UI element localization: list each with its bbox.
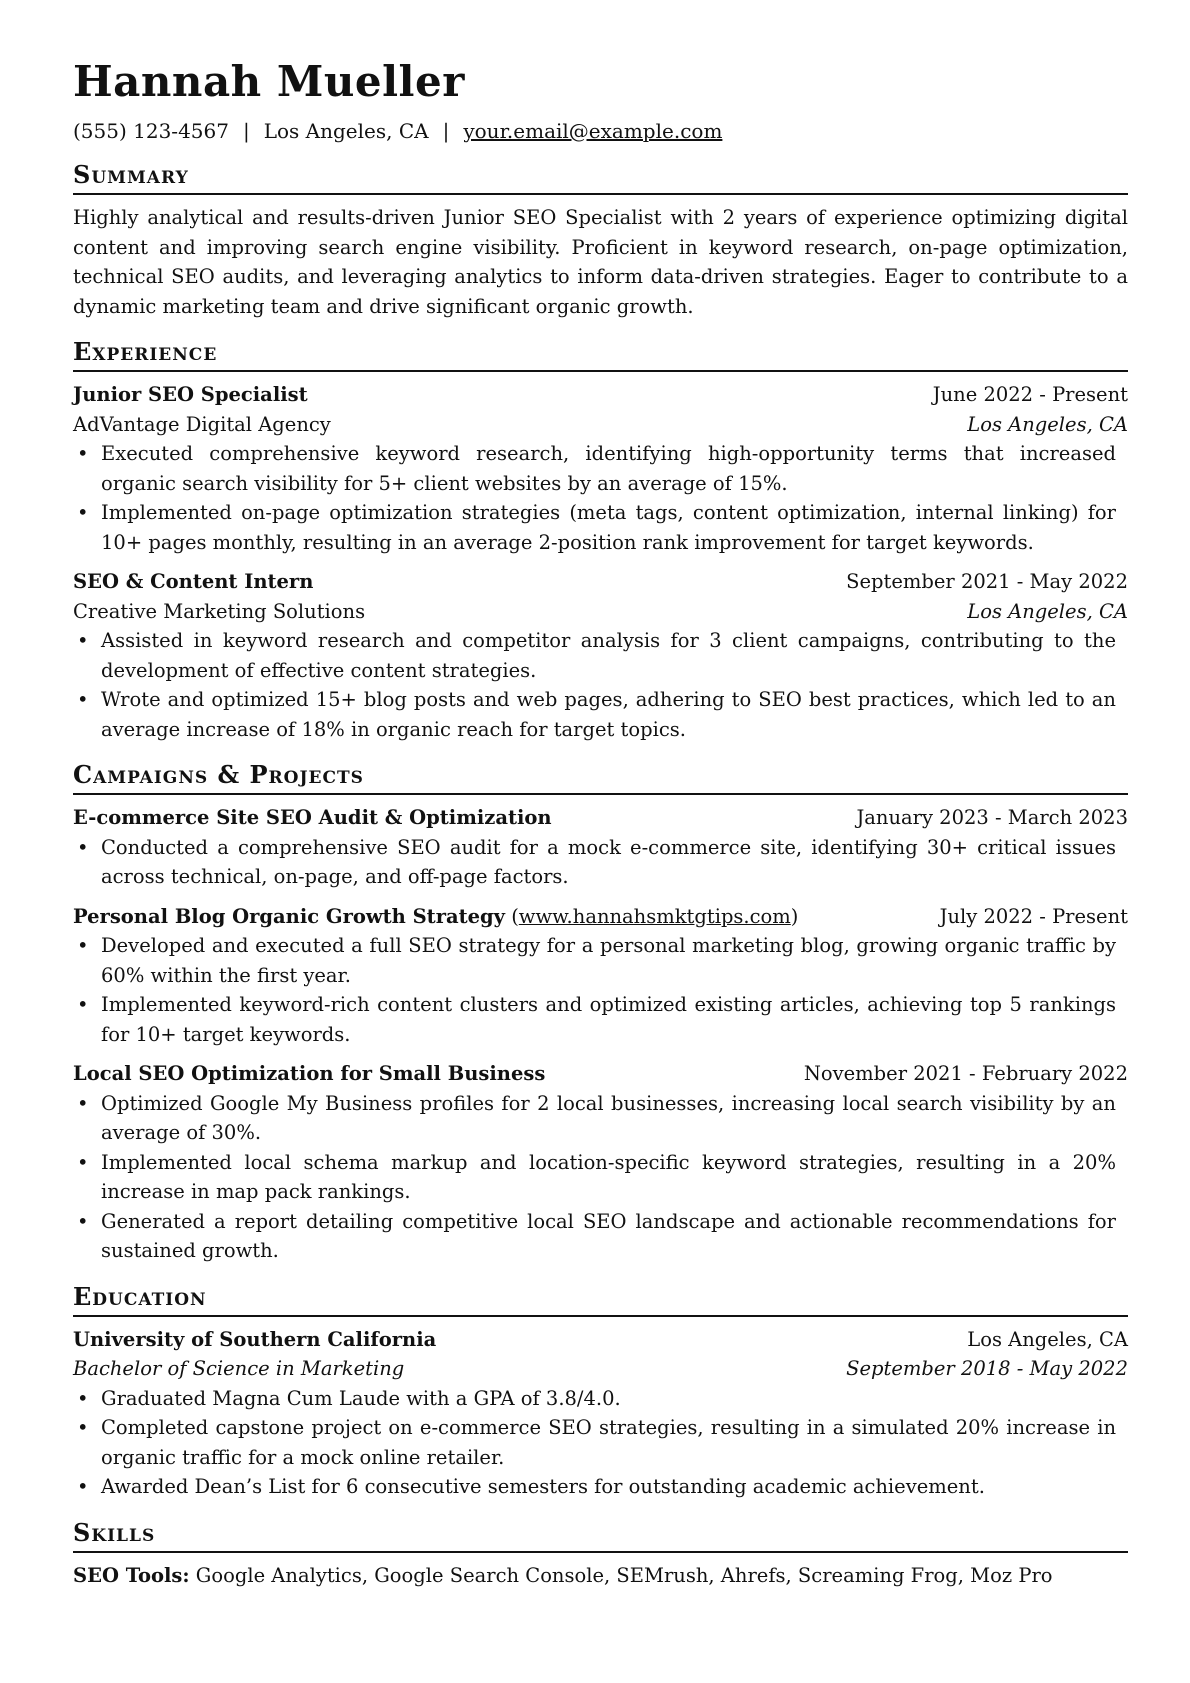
job-dates: September 2021 - May 2022 xyxy=(846,570,1128,593)
bullet-item: • Developed and executed a full SEO strategy for a personal marketing blog, growing organic traffic by 60% within the first year. xyxy=(101,931,1128,990)
location: Los Angeles, CA xyxy=(263,119,429,143)
skill-value: Google Analytics, Google Search Console, SEMrush, Ahrefs, Screaming Frog, Moz Pro xyxy=(195,1563,1053,1587)
education-header xyxy=(73,1325,1128,1355)
project-bullets xyxy=(73,931,1128,1049)
contact-separator: | xyxy=(242,119,250,143)
degree: Bachelor of Science in Marketing xyxy=(73,1357,405,1380)
phone-number: (555) 123-4567 xyxy=(73,119,229,143)
project-header xyxy=(73,1059,1128,1089)
education-dates: September 2018 - May 2022 xyxy=(846,1357,1128,1380)
section-title-summary: Summary xyxy=(73,160,1128,195)
job-company: AdVantage Digital Agency xyxy=(73,412,331,436)
education-section xyxy=(73,1282,1128,1502)
section-title-projects: Campaigns & Projects xyxy=(73,760,1128,795)
project-dates: January 2023 - March 2023 xyxy=(856,806,1128,829)
project-name: Local SEO Optimization for Small Business xyxy=(73,1062,546,1085)
project-link[interactable]: www.hannahsmktgtips.com xyxy=(518,904,791,928)
bullet-item: • Implemented on-page optimization strategies (meta tags, content optimization, internal linking) for 10+ pages monthly, resulting in an average 2-position rank improvement for target keywords. xyxy=(101,498,1128,557)
job-location: Los Angeles, CA xyxy=(967,412,1128,436)
job-header xyxy=(73,380,1128,410)
job-subheader xyxy=(73,597,1128,627)
bullet-item: • Completed capstone project on e-commerce SEO strategies, resulting in a simulated 20% increase in organic traffic for a mock online retailer. xyxy=(101,1413,1128,1472)
bullet-item: • Implemented keyword-rich content clusters and optimized existing articles, achieving top 5 rankings for 10+ target keywords. xyxy=(101,990,1128,1049)
summary-section xyxy=(73,160,1128,321)
job-entry xyxy=(73,567,1128,744)
resume-page xyxy=(73,58,1128,1590)
job-company: Creative Marketing Solutions xyxy=(73,599,366,623)
section-title-education: Education xyxy=(73,1282,1128,1317)
education-bullets xyxy=(73,1384,1128,1502)
project-bullets xyxy=(73,1089,1128,1266)
contact-separator: | xyxy=(442,119,450,143)
summary-text: Highly analytical and results-driven Junior SEO Specialist with 2 years of experience optimizing digital content and improving search engine visibility. Proficient in keyword research, on-page optimization, technical SEO audits, and leveraging analytics to inform data-driven strategies. Eager to contribute to a dynamic marketing team and drive significant organic growth. xyxy=(73,206,1128,318)
school-location: Los Angeles, CA xyxy=(967,1327,1128,1351)
project-bullets xyxy=(73,833,1128,892)
project-dates: November 2021 - February 2022 xyxy=(803,1062,1128,1085)
skill-line xyxy=(73,1561,1128,1591)
bullet-item: • Assisted in keyword research and competitor analysis for 3 client campaigns, contributing to the development of effective content strategies. xyxy=(101,626,1128,685)
project-title-group xyxy=(73,902,798,932)
project-entry xyxy=(73,1059,1128,1266)
paren-open: ( xyxy=(511,904,519,928)
project-dates: July 2022 - Present xyxy=(939,904,1128,928)
bullet-item: • Graduated Magna Cum Laude with a GPA of 3.8/4.0. xyxy=(101,1384,1128,1414)
experience-section xyxy=(73,337,1128,744)
job-dates: June 2022 - Present xyxy=(932,383,1128,406)
skill-label: SEO Tools: xyxy=(73,1563,190,1587)
job-bullets xyxy=(73,439,1128,557)
job-header xyxy=(73,567,1128,597)
job-bullets xyxy=(73,626,1128,744)
job-role: SEO & Content Intern xyxy=(73,570,314,593)
section-title-experience: Experience xyxy=(73,337,1128,372)
skills-section xyxy=(73,1518,1128,1591)
project-entry xyxy=(73,803,1128,892)
project-entry xyxy=(73,902,1128,1050)
bullet-item: • Generated a report detailing competitive local SEO landscape and actionable recommendations for sustained growth. xyxy=(101,1207,1128,1266)
bullet-item: • Implemented local schema markup and location-specific keyword strategies, resulting in a 20% increase in map pack rankings. xyxy=(101,1148,1128,1207)
education-entry xyxy=(73,1325,1128,1502)
job-location: Los Angeles, CA xyxy=(967,599,1128,623)
contact-line xyxy=(73,118,1128,144)
project-header xyxy=(73,803,1128,833)
candidate-name: Hannah Mueller xyxy=(73,57,465,106)
project-name: E-commerce Site SEO Audit & Optimization xyxy=(73,806,552,829)
bullet-item: • Wrote and optimized 15+ blog posts and web pages, adhering to SEO best practices, which led to an average increase of 18% in organic reach for target topics. xyxy=(101,685,1128,744)
project-name: Personal Blog Organic Growth Strategy xyxy=(73,904,505,928)
paren-close: ) xyxy=(790,904,799,928)
bullet-item: • Conducted a comprehensive SEO audit for a mock e-commerce site, identifying 30+ critical issues across technical, on-page, and off-page factors. xyxy=(101,833,1128,892)
email-link[interactable]: your.email@example.com xyxy=(463,119,723,143)
bullet-item: • Optimized Google My Business profiles for 2 local businesses, increasing local search visibility by an average of 30%. xyxy=(101,1089,1128,1148)
school-name: University of Southern California xyxy=(73,1327,437,1351)
project-header xyxy=(73,902,1128,932)
projects-section xyxy=(73,760,1128,1266)
job-entry xyxy=(73,380,1128,557)
job-role: Junior SEO Specialist xyxy=(73,383,308,406)
section-title-skills: Skills xyxy=(73,1518,1128,1553)
job-subheader xyxy=(73,410,1128,440)
bullet-item: • Executed comprehensive keyword research, identifying high-opportunity terms that increased organic search visibility for 5+ client websites by an average of 15%. xyxy=(101,439,1128,498)
bullet-item: • Awarded Dean’s List for 6 consecutive semesters for outstanding academic achievement. xyxy=(101,1472,1128,1502)
education-subheader xyxy=(73,1354,1128,1384)
